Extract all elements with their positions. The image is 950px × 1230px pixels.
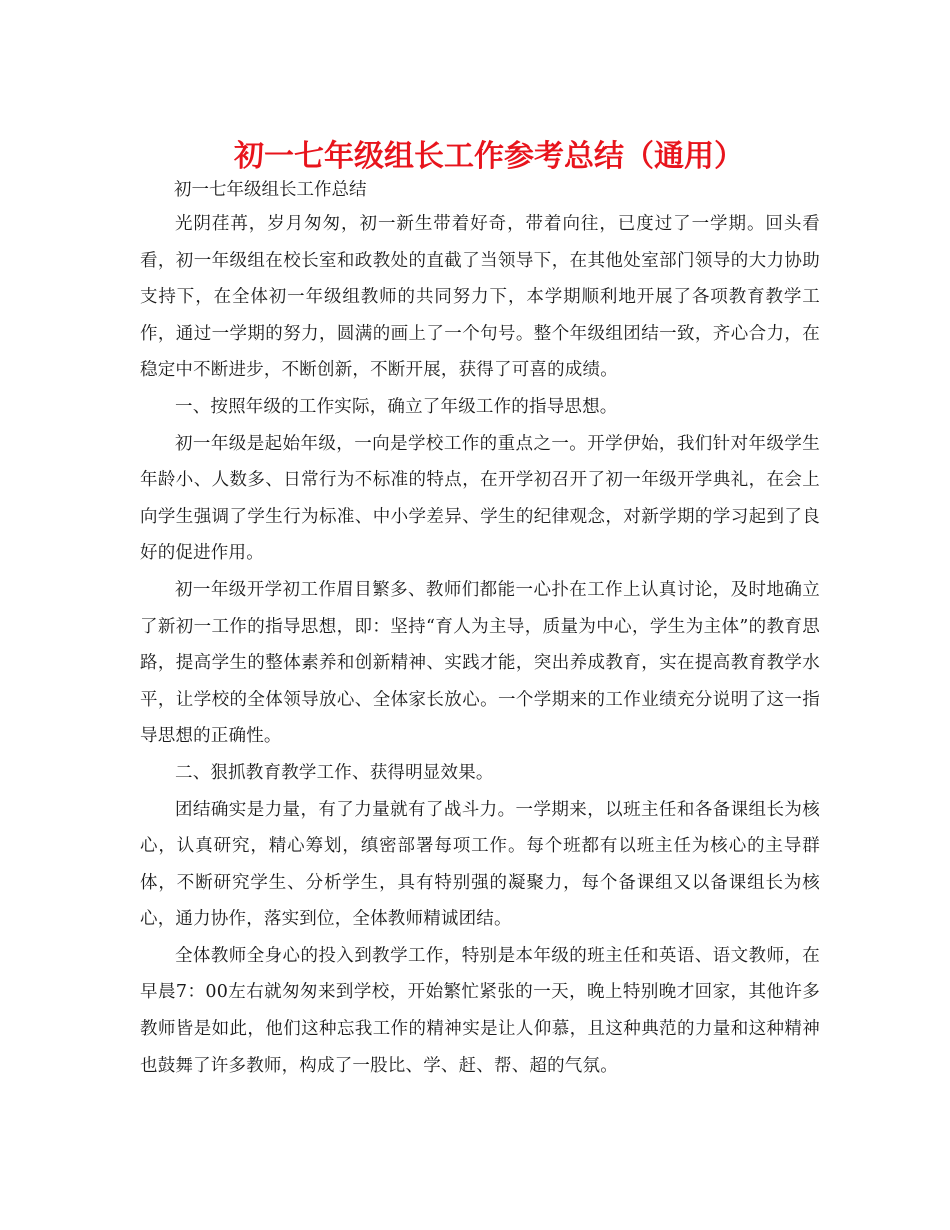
paragraph: 全体教师全身心的投入到教学工作，特别是本年级的班主任和英语、语文教师，在早晨7：00左右就匆匆来到学校，开始繁忙紧张的一天，晚上特别晚才回家，其他许多教师皆是如此，他们这种忘我工作的精神实是让人仰慕，且这种典范的力量和这种精神也鼓舞了许多教师，构成了一股比、学、赶、帮、超的气氛。 [140,945,820,1076]
document-page [140,136,820,1084]
paragraph: 初一年级开学初工作眉目繁多、教师们都能一心扑在工作上认真讨论，及时地确立了新初一工作的指导思想，即：坚持“育人为主导，质量为中心，学生为主体”的教育思路，提高学生的整体素养和创新精神、实践才能，突出养成教育，实在提高教育教学水平，让学校的全体领导放心、全体家长放心。一个学期来的工作业绩充分说明了这一指导思想的正确性。 [140,579,820,747]
paragraph-intro: 光阴荏苒，岁月匆匆，初一新生带着好奇，带着向往，已度过了一学期。回头看看，初一年级组在校长室和政教处的直截了当领导下，在其他处室部门领导的大力协助支持下，在全体初一年级组教师的共同努力下，本学期顺利地开展了各项教育教学工作，通过一学期的努力，圆满的画上了一个句号。整个年级组团结一致，齐心合力，在稳定中不断进步，不断创新，不断开展，获得了可喜的成绩。 [140,214,820,381]
paragraph: 初一年级是起始年级，一向是学校工作的重点之一。开学伊始，我们针对年级学生年龄小、人数多、日常行为不标准的特点，在开学初召开了初一年级开学典礼，在会上向学生强调了学生行为标准、中小学差异、学生的纪律观念，对新学期的学习起到了良好的促进作用。 [140,433,820,564]
document-title: 初一七年级组长工作参考总结（通用） [234,139,744,174]
paragraph: 团结确实是力量，有了力量就有了战斗力。一学期来，以班主任和各备课组长为核心，认真研究，精心筹划，缜密部署每项工作。每个班都有以班主任为核心的主导群体，不断研究学生、分析学生，具有特别强的凝聚力，每个备课组又以备课组长为核心，通力协作，落实到位，全体教师精诚团结。 [140,799,820,930]
section-heading-1: 一、按照年级的工作实际，确立了年级工作的指导思想。 [175,396,618,417]
section-heading-2: 二、狠抓教育教学工作、获得明显效果。 [175,762,494,783]
document-subtitle: 初一七年级组长工作总结 [174,180,367,200]
